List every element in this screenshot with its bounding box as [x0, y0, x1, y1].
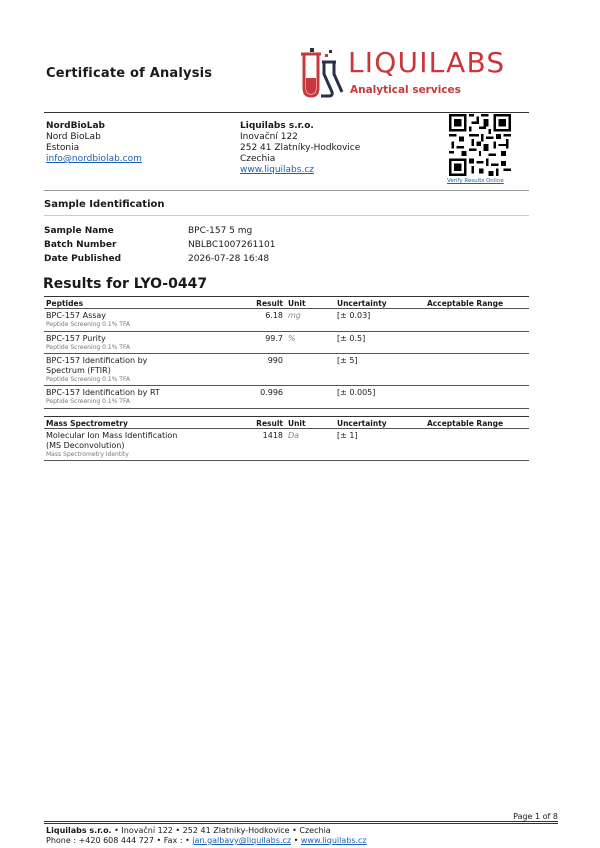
table-header [44, 416, 529, 429]
table-header [44, 296, 529, 309]
client-address [46, 121, 142, 165]
row-name-continued: Spectrum (FTIR) [46, 366, 111, 375]
footer-separator: • [291, 836, 301, 845]
row-method: Peptide Screening 0.1% TFA [46, 376, 130, 383]
peptides-table [44, 296, 529, 409]
verify-results-link[interactable]: Verify Results Online [447, 178, 504, 184]
footer-contact [46, 836, 367, 845]
row-uncertainty: [± 0.03] [337, 311, 371, 320]
footer-company: Liquilabs s.r.o. [46, 826, 112, 835]
row-method: Peptide Screening 0.1% TFA [46, 398, 130, 405]
client-email-link[interactable]: info@nordbiolab.com [46, 154, 142, 164]
row-name: BPC-157 Assay [46, 311, 107, 320]
row-name: BPC-157 Identification by RT [46, 388, 160, 397]
liquilabs-logo [298, 48, 530, 100]
col-result: Result [256, 299, 283, 308]
table-row [44, 429, 529, 461]
table-row [44, 386, 529, 409]
col-peptides: Peptides [46, 299, 84, 308]
col-unit: Unit [288, 299, 306, 308]
lab-city: 252 41 Zlatníky-Hodkovice [240, 143, 361, 153]
footer-address-text: • Inovační 122 • 252 41 Zlatniky-Hodkovice • Czechia [111, 826, 331, 835]
footer-website-link[interactable]: www.liquilabs.cz [300, 836, 367, 845]
footer-address [46, 826, 331, 835]
flask-icon [298, 48, 344, 100]
client-name: NordBioLab [46, 121, 105, 131]
sample-name-label: Sample Name [44, 226, 114, 236]
row-method: Peptide Screening 0.1% TFA [46, 321, 130, 328]
col-acceptable-range: Acceptable Range [427, 299, 504, 308]
row-result: 99.7 [265, 334, 283, 343]
row-uncertainty: [± 0.5] [337, 334, 366, 343]
lab-website-link[interactable]: www.liquilabs.cz [240, 165, 314, 175]
batch-number-value: NBLBC1007261101 [188, 240, 276, 250]
sample-name-value: BPC-157 5 mg [188, 226, 253, 236]
client-line: Nord BioLab [46, 132, 101, 142]
row-name: Molecular Ion Mass Identification [46, 431, 178, 440]
client-country: Estonia [46, 143, 80, 153]
page-number: Page 1 of 8 [513, 812, 558, 821]
document-title: Certificate of Analysis [46, 66, 213, 81]
table-row [44, 354, 529, 386]
row-name: BPC-157 Identification by [46, 356, 148, 365]
lab-address [240, 121, 360, 176]
row-uncertainty: [± 1] [337, 431, 358, 440]
col-uncertainty: Uncertainty [337, 299, 387, 308]
row-unit: Da [288, 431, 300, 440]
qr-code-icon[interactable] [449, 114, 511, 176]
lab-name: Liquilabs s.r.o. [240, 121, 314, 131]
row-unit: mg [288, 311, 301, 320]
row-result: 1418 [262, 431, 283, 440]
col-uncertainty: Uncertainty [337, 419, 387, 428]
footer-email-link[interactable]: jan.galbavy@liquilabs.cz [192, 836, 292, 845]
date-published-value: 2026-07-28 16:48 [188, 254, 270, 264]
row-uncertainty: [± 5] [337, 356, 358, 365]
batch-number-label: Batch Number [44, 240, 117, 250]
divider [44, 215, 529, 216]
col-unit: Unit [288, 419, 306, 428]
row-name: BPC-157 Purity [46, 334, 106, 343]
col-result: Result [256, 419, 283, 428]
footer-phone: Phone : +420 608 444 727 • Fax : • [46, 836, 193, 845]
lab-country: Czechia [240, 154, 276, 164]
row-method: Peptide Screening 0.1% TFA [46, 344, 130, 351]
lab-street: Inovační 122 [240, 132, 298, 142]
table-row [44, 309, 529, 332]
results-title: Results for LYO-0447 [43, 276, 208, 292]
table-row [44, 332, 529, 354]
row-method: Mass Spectrometry Identity [46, 451, 129, 458]
divider [44, 821, 558, 822]
logo-tagline: Analytical services [350, 84, 461, 96]
sample-section-title: Sample Identification [44, 199, 165, 210]
divider [44, 112, 529, 113]
divider [44, 190, 529, 191]
row-result: 6.18 [265, 311, 283, 320]
row-unit: % [288, 334, 296, 343]
col-mass-spectrometry: Mass Spectrometry [46, 419, 128, 428]
row-name-continued: (MS Deconvolution) [46, 441, 125, 450]
row-result: 990 [267, 356, 283, 365]
logo-wordmark: LIQUILABS [348, 46, 506, 79]
col-acceptable-range: Acceptable Range [427, 419, 504, 428]
date-published-label: Date Published [44, 254, 122, 264]
row-result: 0.996 [260, 388, 283, 397]
mass-spectrometry-table [44, 416, 529, 461]
divider [44, 823, 558, 824]
row-uncertainty: [± 0.005] [337, 388, 376, 397]
